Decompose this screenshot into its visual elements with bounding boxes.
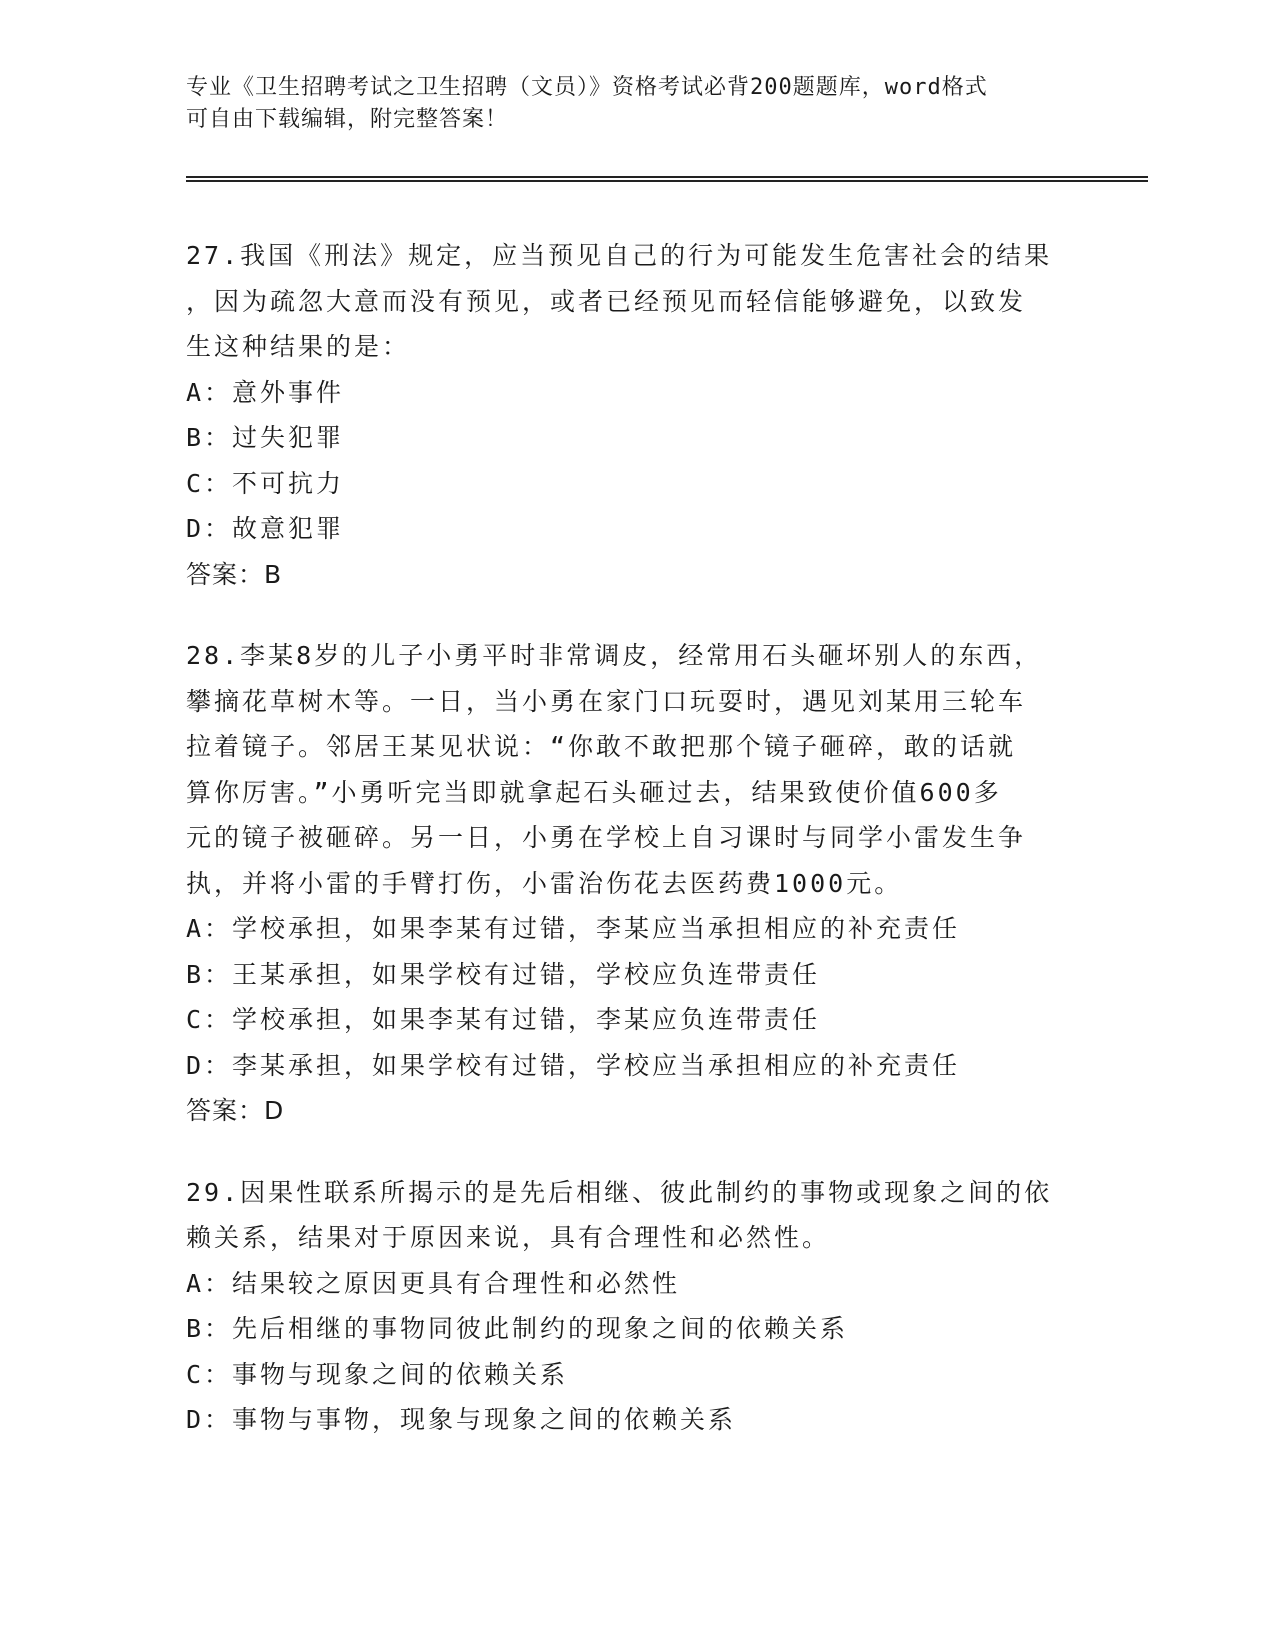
question-text-line: 28.李某8岁的儿子小勇平时非常调皮，经常用石头砸坏别人的东西， <box>186 641 1043 670</box>
answer-label: 答案：B <box>186 559 283 589</box>
question-text-line: 生这种结果的是： <box>186 332 411 361</box>
question-text-line: 算你厉害。”小勇听完当即就拿起石头砸过去，结果致使价值600多 <box>186 777 1002 807</box>
option-c: C：学校承担，如果李某有过错，李某应负连带责任 <box>186 1005 821 1034</box>
document-header <box>186 72 1066 136</box>
option-a: A：意外事件 <box>186 377 345 407</box>
option-a: A：学校承担，如果李某有过错，李某应当承担相应的补充责任 <box>186 914 961 943</box>
question-list <box>186 233 1066 1479</box>
option-d: D：李某承担，如果学校有过错，学校应当承担相应的补充责任 <box>186 1050 961 1080</box>
option-c: C：不可抗力 <box>186 468 345 498</box>
answer-label: 答案：D <box>186 1096 285 1125</box>
question-text-line: 攀摘花草树木等。一日，当小勇在家门口玩耍时，遇见刘某用三轮车 <box>186 686 1027 716</box>
header-line-1: 专业《卫生招聘考试之卫生招聘（文员）》资格考试必背200题题库，word格式 <box>186 75 988 100</box>
option-b: B：先后相继的事物同彼此制约的现象之间的依赖关系 <box>186 1314 849 1343</box>
option-d: D：事物与事物，现象与现象之间的依赖关系 <box>186 1405 737 1434</box>
question-text-line: 元的镜子被砸碎。另一日，小勇在学校上自习课时与同学小雷发生争 <box>186 823 1027 852</box>
question-28 <box>186 633 1066 1134</box>
question-27 <box>186 233 1066 597</box>
option-b: B：过失犯罪 <box>186 423 345 452</box>
question-text-line: 29.因果性联系所揭示的是先后相继、彼此制约的事物或现象之间的依 <box>186 1177 1053 1207</box>
header-divider <box>186 176 1148 182</box>
option-d: D：故意犯罪 <box>186 514 345 543</box>
question-text-line: 拉着镜子。邻居王某见状说：“你敢不敢把那个镜子砸碎，敢的话就 <box>186 732 1017 761</box>
question-text-line: 赖关系，结果对于原因来说，具有合理性和必然性。 <box>186 1223 831 1252</box>
question-text-line: ，因为疏忽大意而没有预见，或者已经预见而轻信能够避免，以致发 <box>186 286 1027 316</box>
question-29 <box>186 1170 1066 1443</box>
question-text-line: 执，并将小雷的手臂打伤，小雷治伤花去医药费1000元。 <box>186 868 903 898</box>
question-text-line: 27.我国《刑法》规定，应当预见自己的行为可能发生危害社会的结果 <box>186 241 1053 270</box>
header-line-2: 可自由下载编辑，附完整答案！ <box>186 107 509 132</box>
option-a: A：结果较之原因更具有合理性和必然性 <box>186 1268 681 1298</box>
option-b: B：王某承担，如果学校有过错，学校应负连带责任 <box>186 959 821 989</box>
option-c: C：事物与现象之间的依赖关系 <box>186 1359 569 1389</box>
